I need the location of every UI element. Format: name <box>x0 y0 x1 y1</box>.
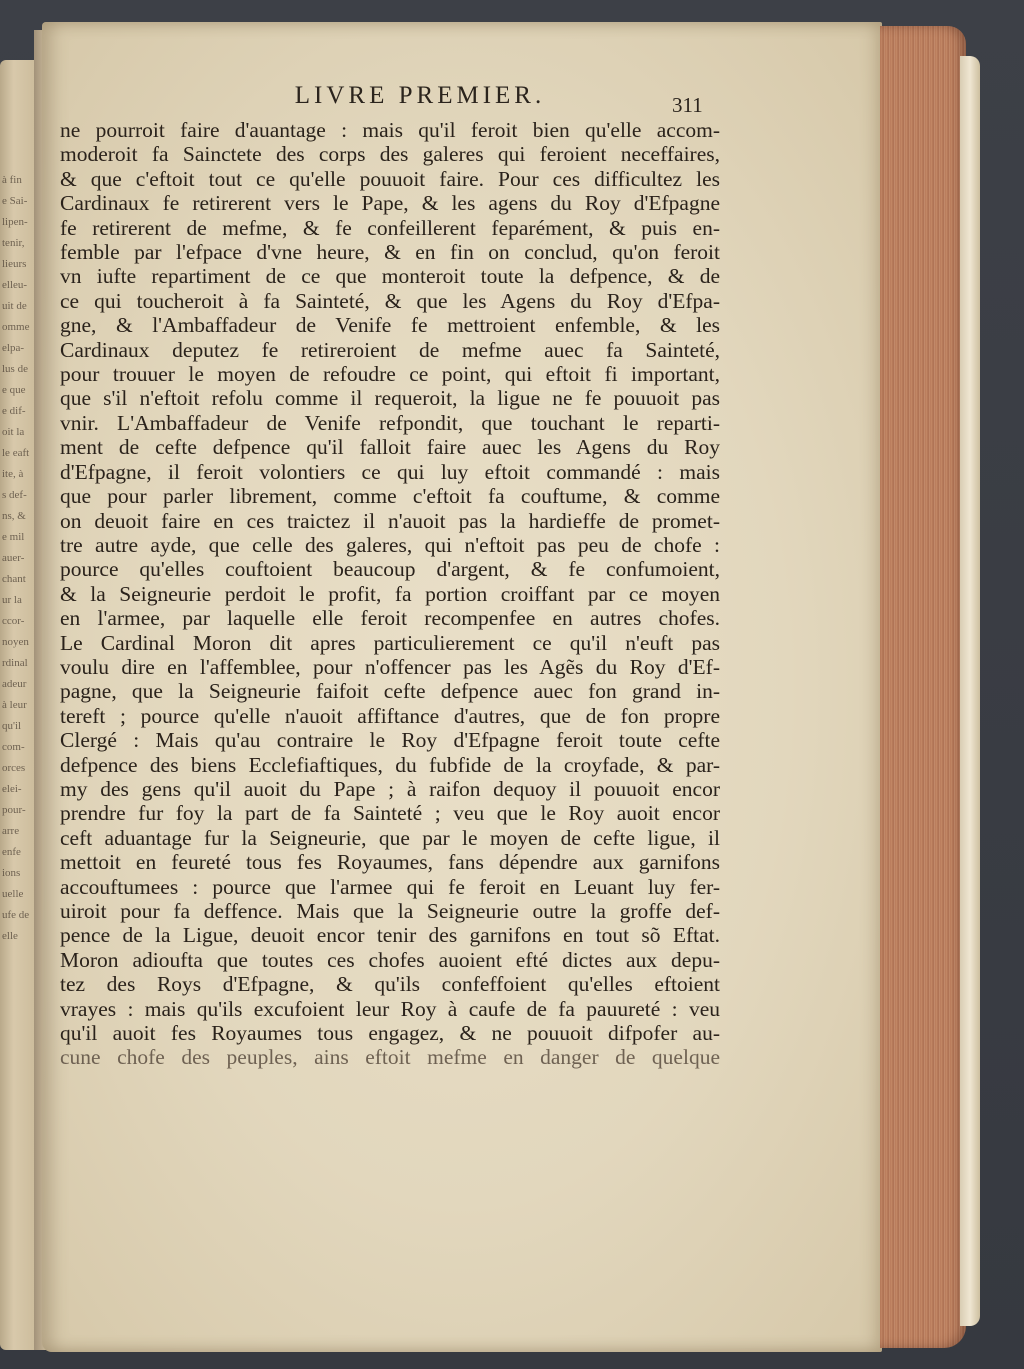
previous-page-fragment: à fin <box>2 174 22 186</box>
previous-page-edge <box>0 60 34 1350</box>
previous-page-fragment: ions <box>2 867 21 879</box>
text-line: & que c'eftoit tout ce qu'elle pouuoit faire. Pour ces difficultez les <box>60 166 720 191</box>
previous-page-fragment: auer- <box>2 552 25 564</box>
text-line: femble par l'efpace d'vne heure, & en fin on conclud, qu'on feroit <box>60 240 720 265</box>
previous-page-fragment: elei- <box>2 783 22 795</box>
previous-page-fragment: uelle <box>2 888 24 900</box>
text-line: ceft aduantage fur la Seigneurie, que par le moyen de cefte ligue, il <box>60 825 720 850</box>
previous-page-fragment: noyen <box>2 636 29 648</box>
text-line: tereft ; pource qu'elle n'auoit affiftance d'autres, que de fon propre <box>60 703 720 728</box>
text-line: Moron adioufta que toutes ces chofes auoient efté dictes aux depu- <box>60 947 720 972</box>
previous-page-fragment: arre <box>2 825 20 837</box>
previous-page-fragment: e Sai- <box>2 195 28 207</box>
previous-page-fragment: qu'il <box>2 720 22 732</box>
previous-page-fragment: ns, & <box>2 510 26 522</box>
running-head: LIVRE PREMIER. <box>294 82 546 109</box>
previous-page-fragment: elpa- <box>2 342 24 354</box>
previous-page-fragment: s def- <box>2 489 27 501</box>
text-line: d'Efpagne, il feroit volontiers ce qui luy eftoit commandé : mais <box>60 459 720 484</box>
text-line: prendre fur foy la part de fa Sainteté ; veu que le Roy auoit encor <box>60 801 720 826</box>
text-line: tez des Roys d'Efpagne, & qu'ils confeffoient qu'elles eftoient <box>60 972 720 997</box>
previous-page-fragment: e dif- <box>2 405 26 417</box>
previous-page-fragment: tenir, <box>2 237 25 249</box>
previous-page-fragment: com- <box>2 741 25 753</box>
text-line: on deuoit faire en ces traictez il n'auoit pas la hardieffe de promet- <box>60 508 720 533</box>
previous-page-fragment: chant <box>2 573 26 585</box>
previous-page-fragment: ite, à <box>2 468 24 480</box>
text-line: Clergé : Mais qu'au contraire le Roy d'Efpagne feroit toute cefte <box>60 728 720 753</box>
page-block-edges <box>880 26 966 1348</box>
text-line: pence de la Ligue, deuoit encor tenir des garnifons en tout sõ Eftat. <box>60 923 720 948</box>
text-line: en l'armee, par laquelle elle feroit recompenfee en autres chofes. <box>60 606 720 631</box>
text-line: tre autre ayde, que celle des galeres, qui n'eftoit pas peu de chofe : <box>60 532 720 557</box>
previous-page-fragment: le eaft <box>2 447 30 459</box>
text-line: Le Cardinal Moron dit apres particulierement ce qu'il n'euft pas <box>60 630 720 655</box>
text-line: uiroit pour fa deffence. Mais que la Seigneurie outre la groffe def- <box>60 899 720 923</box>
previous-page-fragment: elle <box>2 930 18 942</box>
text-line: mettoit en feureté tous fes Royaumes, fans dépendre aux garnifons <box>60 850 720 875</box>
text-line: pagne, que la Seigneurie faifoit cefte defpence auec fon grand in- <box>60 679 720 704</box>
text-line: que pour parler librement, comme c'eftoit fa couftume, & comme <box>60 484 720 509</box>
text-line: ment de cefte defpence qu'il falloit faire auec les Agens du Roy <box>60 435 720 460</box>
previous-page-fragment: adeur <box>2 678 27 690</box>
previous-page-fragment: orces <box>2 762 26 774</box>
text-line: gne, & l'Ambaffadeur de Venife fe mettroient enfemble, & les <box>60 313 720 338</box>
previous-page-fragment: lus de <box>2 363 28 375</box>
text-line: qu'il auoit fes Royaumes tous engagez, & ne pouuoit difpofer au- <box>60 1021 720 1046</box>
previous-page-fragment: ur la <box>2 594 22 606</box>
text-line: vrayes : mais qu'ils excufoient leur Roy à caufe de fa pauureté : veu <box>60 996 720 1021</box>
text-line: moderoit fa Sainctete des corps des galeres qui feroient neceffaires, <box>60 142 720 167</box>
text-line: Cardinaux fe retirerent vers le Pape, & les agens du Roy d'Efpagne <box>60 191 720 216</box>
text-line: cune chofe des peuples, ains eftoit mefme en danger de quelque <box>60 1045 720 1070</box>
text-line: pource qu'elles couftoient beaucoup d'argent, & fe confumoient, <box>60 557 720 582</box>
text-line: que s'il n'eftoit refolu comme il requeroit, la ligue ne fe pouuoit pas <box>60 386 720 411</box>
previous-page-fragment: e mil <box>2 531 25 543</box>
text-line: ce qui toucheroit à fa Sainteté, & que les Agens du Roy d'Efpa- <box>60 288 720 313</box>
previous-page-fragment: lipen- <box>2 216 28 228</box>
previous-page-fragment: oit la <box>2 426 25 438</box>
text-line: accouftumees : pource que l'armee qui fe feroit en Leuant luy fer- <box>60 874 720 899</box>
previous-page-fragment: elleu- <box>2 279 28 291</box>
text-line: fe retirerent de mefme, & fe confeillerent feparément, & puis en- <box>60 215 720 240</box>
text-line: defpence des biens Ecclefiaftiques, du fubfide de la croyfade, & par- <box>60 752 720 777</box>
previous-page-fragments <box>2 170 32 1190</box>
previous-page-fragment: pour- <box>2 804 26 816</box>
previous-page-fragment: ufe de <box>2 909 30 921</box>
cover-edge <box>960 56 980 1326</box>
previous-page-fragment: uit de <box>2 300 27 312</box>
text-line: voulu dire en l'affemblee, pour n'offencer pas les Agẽs du Roy d'Ef- <box>60 654 720 679</box>
previous-page-fragment: ccor- <box>2 615 25 627</box>
text-line: vn iufte repartiment de ce que monteroit toute la defpence, & de <box>60 264 720 289</box>
text-line: ne pourroit faire d'auantage : mais qu'il feroit bien qu'elle accom- <box>60 118 720 142</box>
previous-page-fragment: rdinal <box>2 657 28 669</box>
previous-page-fragment: lieurs <box>2 258 27 270</box>
text-line: vnir. L'Ambaffadeur de Venife refpondit, que touchant le reparti- <box>60 410 720 435</box>
text-line: my des gens qu'il auoit du Pape ; à raifon dequoy il pouuoit encor <box>60 776 720 801</box>
text-line: Cardinaux deputez fe retireroient de mefme auec fa Sainteté, <box>60 337 720 362</box>
previous-page-fragment: à leur <box>2 699 27 711</box>
page-number: 311 <box>672 93 703 117</box>
previous-page-fragment: e que <box>2 384 26 396</box>
previous-page-fragment: enfe <box>2 846 21 858</box>
text-line: pour trouuer le moyen de refoudre ce point, qui eftoit fi important, <box>60 362 720 387</box>
previous-page-fragment: omme <box>2 321 30 333</box>
body-text <box>60 118 720 1070</box>
text-line: & la Seigneurie perdoit le profit, fa portion croiffant par ce moyen <box>60 581 720 606</box>
